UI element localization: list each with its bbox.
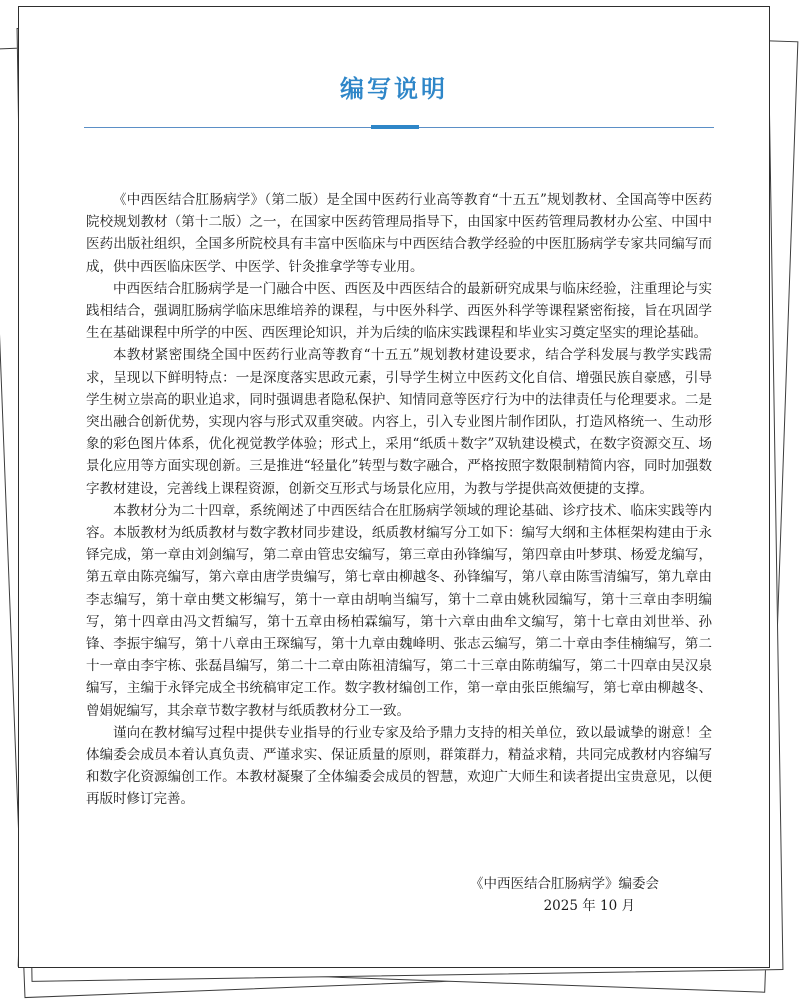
signature-date: 2025 年 10 月 [543, 898, 635, 914]
document-page [18, 6, 770, 968]
paragraph: 中西医结合肛肠病学是一门融合中医、西医及中西医结合的最新研究成果与临床经验，注重理论与实践相结合，强调肛肠病学临床思维培养的课程，与中医外科学、西医外科学等课程紧密衔接，旨在巩固学生在基础课程中所学的中医、西医理论知识，并为后续的临床实践课程和毕业实习奠定坚实的理论基础。 [86, 280, 712, 342]
signature-block [470, 873, 659, 917]
page-title: 编写说明 [340, 75, 448, 103]
paragraph: 《中西医结合肛肠病学》（第二版）是全国中医药行业高等教育“十五五”规划教材、全国高等中医药院校规划教材（第十二版）之一，在国家中医药管理局指导下，由国家中医药管理局教材办公室、中国中医药出版社组织，全国多所院校具有丰富中医临床与中西医结合教学经验的中医肛肠病学专家共同编写而成，供中西医临床医学、中医学、针灸推拿学等专业用。 [86, 192, 712, 275]
body-text [86, 189, 712, 811]
paragraph: 本教材分为二十四章，系统阐述了中西医结合在肛肠病学领域的理论基础、诊疗技术、临床实践等内容。本版教材为纸质教材与数字教材同步建设，纸质教材编写分工如下：编写大纲和主体框架构建由于永铎完成，第一章由刘剑编写，第二章由管忠安编写，第三章由孙锋编写，第四章由叶梦琪、杨爱龙编写，第五章由陈亮编写，第六章由唐学贵编写，第七章由柳越冬、孙锋编写，第八章由陈雪清编写，第九章由李志编写，第十章由樊文彬编写，第十一章由胡响当编写，第十二章由姚秋园编写，第十三章由李明编写，第十四章由冯文哲编写，第十五章由杨柏霖编写，第十六章由曲牟文编写，第十七章由刘世举、孙锋、李振宇编写，第十八章由王琛编写，第十九章由魏峰明、张志云编写，第二十章由李佳楠编写，第二十一章由李宇栋、张磊昌编写，第二十二章由陈祖清编写，第二十三章由陈萌编写，第二十四章由吴汉泉编写，主编于永铎完成全书统稿审定工作。数字教材编创工作，第一章由张臣熊编写，第七章由柳越冬、曾娟妮编写，其余章节数字教材与纸质教材分工一致。 [86, 502, 712, 719]
committee-name: 《中西医结合肛肠病学》编委会 [470, 876, 659, 892]
paragraph: 本教材紧密围绕全国中医药行业高等教育“十五五”规划教材建设要求，结合学科发展与教学实践需求，呈现以下鲜明特点：一是深度落实思政元素，引导学生树立中医药文化自信、增强民族自豪感，引导学生树立崇高的职业追求，同时强调患者隐私保护、知情同意等医疗行为中的法律责任与伦理要求。二是突出融合创新优势，实现内容与形式双重突破。内容上，引入专业图片制作团队，打造风格统一、生动形象的彩色图片体系，优化视觉教学体验；形式上，采用“纸质＋数字”双轨建设模式，在数字资源交互、场景化应用等方面实现创新。三是推进“轻量化”转型与数字融合，严格按照字数限制精简内容，同时加强数字教材建设，完善线上课程资源，创新交互形式与场景化应用，为教与学提供高效便捷的支撑。 [86, 347, 712, 497]
paragraph: 谨向在教材编写过程中提供专业指导的行业专家及给予鼎力支持的相关单位，致以最诚挚的谢意！全体编委会成员本着认真负责、严谨求实、保证质量的原则，群策群力，精益求精，共同完成教材内容编写和数字化资源编创工作。本教材凝聚了全体编委会成员的智慧，欢迎广大师生和读者提出宝贵意见，以便再版时修订完善。 [86, 724, 712, 808]
title-divider-accent [371, 125, 419, 129]
